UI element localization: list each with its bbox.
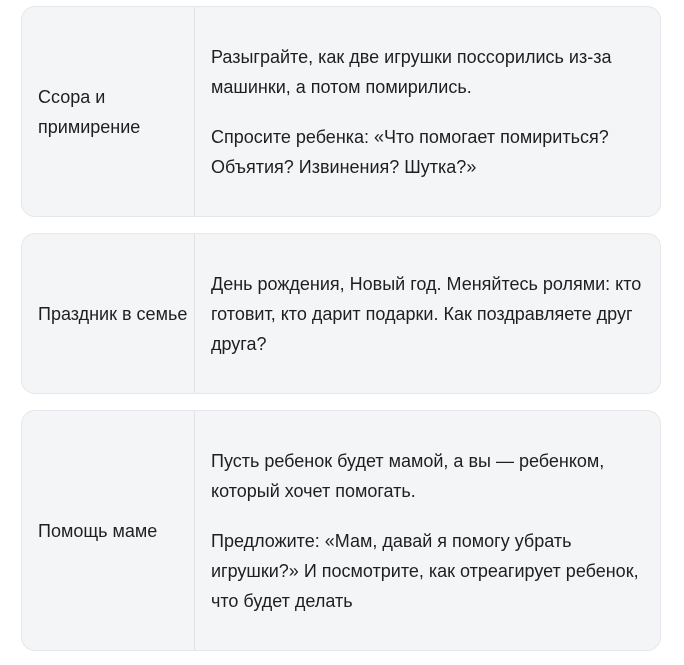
scenario-title-cell xyxy=(22,411,195,650)
scenario-description: День рождения, Новый год. Меняйтесь ролями: кто готовит, кто дарит подарки. Как поздравляете друг друга? xyxy=(211,273,642,354)
scenario-title-cell xyxy=(22,7,195,216)
scenario-question: Спросите ребенка: «Что помогает помириться? Объятия? Извинения? Шутка?» xyxy=(211,126,609,177)
scenario-description-cell xyxy=(195,7,660,216)
scenario-card-holiday xyxy=(21,233,661,394)
scenario-title: Праздник в семье xyxy=(38,303,188,324)
scenario-title: Помощь маме xyxy=(38,520,158,541)
scenario-card-helping-mom xyxy=(21,410,661,651)
scenario-title-cell xyxy=(22,234,195,393)
scenario-title: Ссора и примирение xyxy=(38,86,141,137)
scenario-description-cell xyxy=(195,234,660,393)
scenario-card-quarrel xyxy=(21,6,661,217)
scenario-description-cell xyxy=(195,411,660,650)
scenario-suggestion: Предложите: «Мам, давай я помогу убрать игрушки?» И посмотрите, как отреагирует ребенок, что будет делать xyxy=(211,530,639,611)
scenario-description: Пусть ребенок будет мамой, а вы — ребенком, который хочет помогать. xyxy=(211,450,605,501)
scenario-description: Разыграйте, как две игрушки поссорились из-за машинки, а потом помирились. xyxy=(211,46,612,97)
